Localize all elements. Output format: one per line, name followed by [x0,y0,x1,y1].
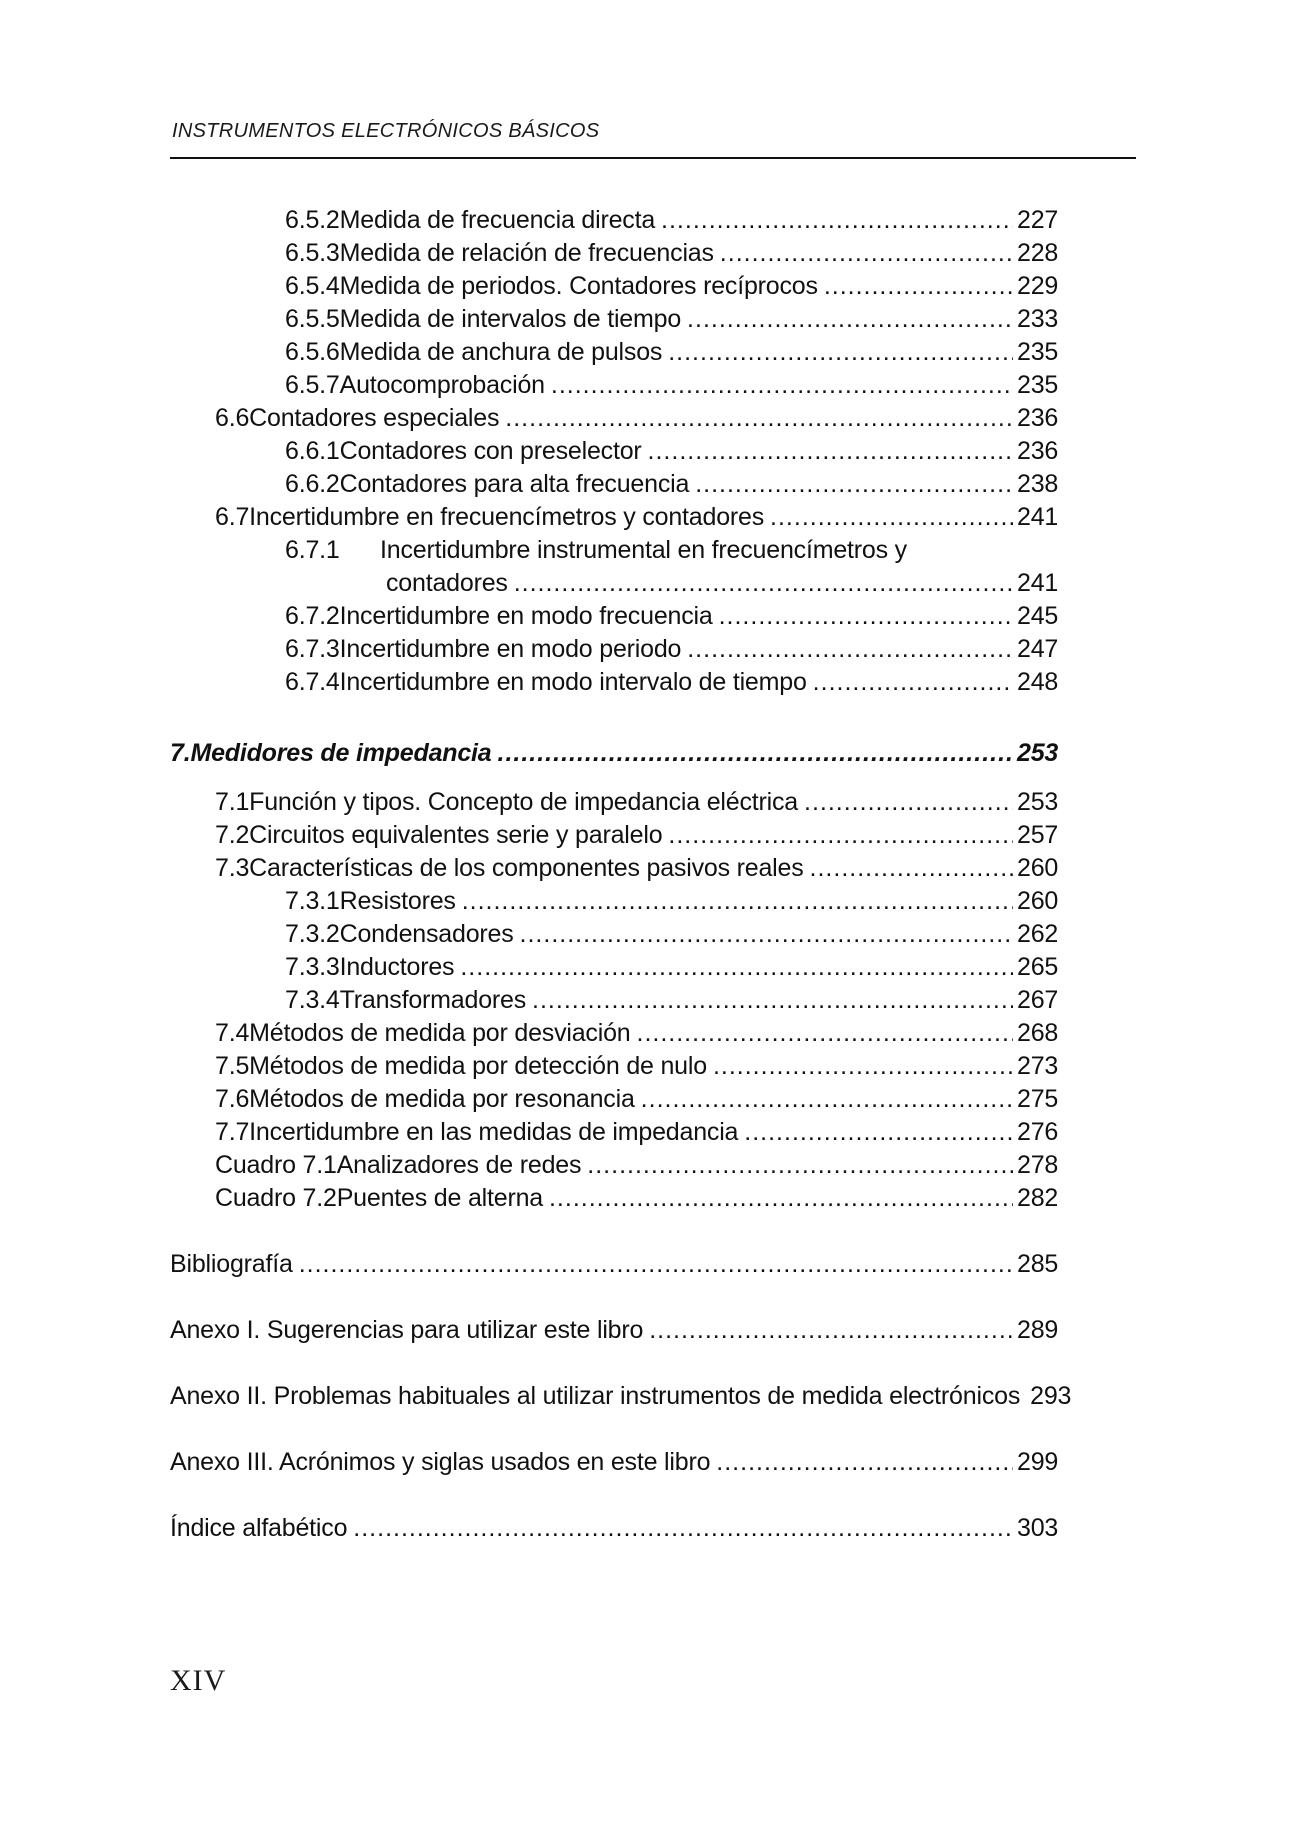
toc-entry-number: 7.3.1 [285,887,340,915]
toc-entry-title: Contadores para alta frecuencia [339,470,690,498]
toc-entry-number: 7.3.3 [285,953,340,981]
leader-dots [587,1150,1013,1180]
toc-entry-title: Medida de periodos. Contadores recíprocos [339,272,818,300]
toc-entry-number: Cuadro 7.2 [215,1184,337,1212]
toc-entry-number: 7.3.4 [285,986,340,1014]
toc-entry-number: 6.5.5 [285,305,340,333]
toc-entry [285,952,1057,982]
toc-entry-title: Medida de anchura de pulsos [339,338,663,366]
toc-entry-page: 275 [1017,1085,1059,1113]
toc-entry-number: 6.7.2 [285,602,340,630]
toc-entry-title: Condensadores [339,920,514,948]
leader-dots [532,985,1013,1015]
toc-entry [170,1249,1057,1279]
leader-dots [649,1315,1013,1345]
toc-entry-page: 285 [1017,1250,1059,1278]
toc-entry [170,1513,1057,1543]
leader-dots [687,304,1013,334]
leader-dots [549,1183,1013,1213]
toc-entry-number: 6.7.4 [285,668,340,696]
toc-entry [215,1084,1057,1114]
toc-entry-title: Transformadores [339,986,527,1014]
toc-entry [285,985,1057,1015]
running-header: INSTRUMENTOS ELECTRÓNICOS BÁSICOS [172,120,600,142]
leader-dots [687,634,1013,664]
leader-dots [637,1018,1014,1048]
toc-entry-page: 293 [1030,1382,1072,1410]
toc-entry-title: Incertidumbre en modo periodo [339,635,682,663]
toc-entry-page: 248 [1017,668,1059,696]
toc-entry [215,1117,1057,1147]
leader-dots [824,271,1013,301]
toc-entry-page: 247 [1017,635,1059,663]
toc-entry-title: Incertidumbre en las medidas de impedancia [249,1118,739,1146]
toc-entry-number: 7.6 [215,1085,250,1113]
leader-dots [353,1513,1013,1543]
toc-entry-page: 299 [1017,1448,1059,1476]
toc-entry-number: 7.7 [215,1118,250,1146]
leader-dots [551,370,1013,400]
toc-entry-page: 257 [1017,821,1059,849]
leader-dots [713,1051,1013,1081]
toc-entry [170,1447,1057,1477]
toc-entry-page: 260 [1017,887,1059,915]
toc-entry-page: 228 [1017,239,1059,267]
toc-entry-number: 6.5.6 [285,338,340,366]
toc-entry-page: 235 [1017,338,1059,366]
toc-entry-number: 6.6.2 [285,470,340,498]
toc-entry-page: 273 [1017,1052,1059,1080]
toc-entry [285,667,1057,697]
toc-entry-title: Contadores con preselector [339,437,642,465]
toc-entry-title: Analizadores de redes [336,1151,582,1179]
toc-entry-title: Autocomprobación [339,371,545,399]
page-folio: XIV [170,1664,227,1697]
toc-entry [170,1381,1072,1411]
toc-entry [215,502,1057,532]
toc-entry-title: Circuitos equivalentes serie y paralelo [249,821,663,849]
toc-entry [285,469,1057,499]
toc-entry [285,337,1057,367]
toc-entry-title: Incertidumbre en frecuencímetros y contadores [249,503,765,531]
toc-entry [215,1183,1057,1213]
leader-dots [460,952,1013,982]
toc-entry-page: 289 [1017,1316,1059,1344]
toc-entry-title: Contadores especiales [249,404,500,432]
toc-entry [285,601,1057,631]
toc-entry [285,370,1057,400]
toc-entry-page: 268 [1017,1019,1059,1047]
leader-dots [810,853,1013,883]
toc-entry-title: Anexo III. Acrónimos y siglas usados en este libro [170,1448,711,1476]
leader-dots [770,502,1013,532]
toc-entry [285,436,1057,466]
toc-entry-title: Medida de relación de frecuencias [339,239,714,267]
toc-entry-continuation [380,568,1057,598]
toc-entry [215,853,1057,883]
toc-entry-title: Medida de frecuencia directa [339,206,656,234]
toc-entry-page: 278 [1017,1151,1059,1179]
toc-chapter-title: Medidores de impedancia [190,739,492,767]
toc-entry-page: 241 [1017,569,1059,597]
toc-entry-title: Métodos de medida por desviación [249,1019,631,1047]
toc-entry [285,238,1057,268]
toc-entry-page: 282 [1017,1184,1059,1212]
toc-entry-page: 229 [1017,272,1059,300]
toc-entry-page: 238 [1017,470,1059,498]
toc-entry-page: 236 [1017,437,1059,465]
toc-entry-page: 236 [1017,404,1059,432]
leader-dots [514,568,1013,598]
toc-entry-page: 233 [1017,305,1059,333]
toc-entry-number: 6.6 [215,404,250,432]
leader-dots [668,820,1013,850]
toc-entry-number: 7.5 [215,1052,250,1080]
toc-entry [215,403,1057,433]
toc-entry [285,634,1057,664]
toc-entry-number: 6.5.3 [285,239,340,267]
toc-entry-number: Cuadro 7.1 [215,1151,337,1179]
toc-entry-page: 227 [1017,206,1059,234]
toc-entry-title: Puentes de alterna [336,1184,543,1212]
toc-entry-number: 7.3 [215,854,250,882]
toc-entry-number: 7.2 [215,821,250,849]
toc-chapter-entry [170,738,1057,768]
toc-entry-title: Función y tipos. Concepto de impedancia eléctrica [249,788,798,816]
leader-dots [661,205,1013,235]
toc-entry-page: 265 [1017,953,1059,981]
leader-dots [520,919,1013,949]
toc-entry [215,820,1057,850]
toc-entry-title: Medida de intervalos de tiempo [339,305,682,333]
toc-entry-page: 303 [1017,1514,1059,1542]
leader-dots [648,436,1013,466]
toc-entry-title: Anexo II. Problemas habituales al utilizar instrumentos de medida electrónicos [170,1382,1021,1410]
toc-entry-number: 6.7.3 [285,635,340,663]
leader-dots [804,787,1013,817]
toc-entry-number: 6.5.7 [285,371,340,399]
leader-dots [462,886,1013,916]
leader-dots [668,337,1013,367]
toc-entry-page: 260 [1017,854,1059,882]
toc-entry-title: Índice alfabético [170,1514,348,1542]
toc-entry-title: Anexo I. Sugerencias para utilizar este libro [170,1316,644,1344]
toc-entry-page: 245 [1017,602,1059,630]
toc-entry-page: 276 [1017,1118,1059,1146]
toc-entry [285,886,1057,916]
toc-entry-page: 253 [1017,788,1059,816]
leader-dots [695,469,1013,499]
toc-entry [285,271,1057,301]
toc-entry-title: Inductores [339,953,455,981]
toc-entry-title: contadores [386,569,508,597]
toc-entry-title: Resistores [339,887,456,915]
leader-dots [505,403,1013,433]
toc-entry [215,1150,1057,1180]
toc-entry-number: 6.5.2 [285,206,340,234]
toc-entry-page: 267 [1017,986,1059,1014]
toc-chapter-number: 7. [170,739,191,767]
toc-entry [285,205,1057,235]
toc-entry-number: 6.7.1 [285,536,340,564]
toc-entry-title: Incertidumbre instrumental en frecuencímetros y [380,536,907,564]
toc-entry-number: 7.3.2 [285,920,340,948]
toc-entry-title: Bibliografía [170,1250,293,1278]
leader-dots [641,1084,1013,1114]
toc-entry [170,1315,1057,1345]
toc-entry-page: 262 [1017,920,1059,948]
toc-entry [215,1051,1057,1081]
toc-entry [285,304,1057,334]
toc-entry-title: Características de los componentes pasivos reales [249,854,804,882]
leader-dots [299,1249,1013,1279]
toc-chapter-page: 253 [1017,739,1059,767]
toc-entry-page: 241 [1017,503,1059,531]
toc-entry-number: 7.1 [215,788,250,816]
toc-entry-page: 235 [1017,371,1059,399]
toc-entry-title: Métodos de medida por resonancia [249,1085,635,1113]
toc-entry-number: 6.5.4 [285,272,340,300]
leader-dots [719,601,1013,631]
toc-entry [215,787,1057,817]
leader-dots [716,1447,1013,1477]
leader-dots [744,1117,1013,1147]
toc-entry [285,919,1057,949]
toc-entry-title: Métodos de medida por detección de nulo [249,1052,707,1080]
toc-entry-number: 7.4 [215,1019,250,1047]
toc-entry-number: 6.6.1 [285,437,340,465]
leader-dots [498,738,1014,768]
toc-entry-number: 6.7 [215,503,250,531]
leader-dots [813,667,1013,697]
toc-entry-title: Incertidumbre en modo intervalo de tiempo [339,668,807,696]
leader-dots [720,238,1013,268]
toc-entry-title: Incertidumbre en modo frecuencia [339,602,713,630]
toc-entry [215,1018,1057,1048]
toc-entry [285,535,1057,565]
